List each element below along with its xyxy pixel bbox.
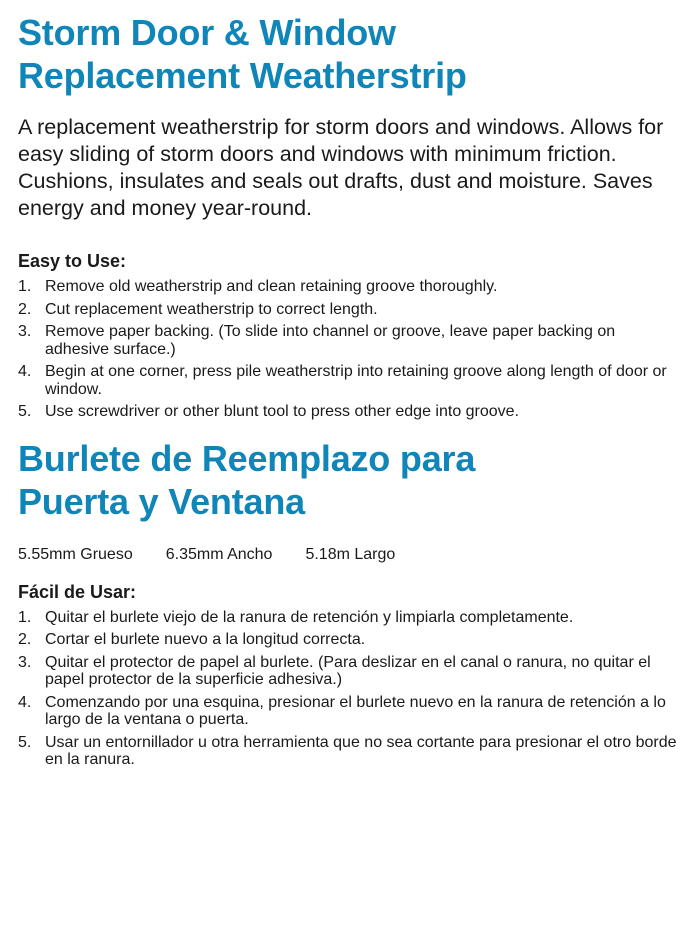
english-section-heading: Easy to Use: bbox=[18, 251, 127, 271]
spanish-title bbox=[18, 437, 677, 523]
spec-length: 5.18m Largo bbox=[305, 545, 396, 563]
step-number: 2. bbox=[18, 300, 32, 318]
spanish-title-line-1: Burlete de Reemplazo para bbox=[18, 437, 476, 479]
step-text: Comenzando por una esquina, presionar el burlete nuevo en la ranura de retención a lo largo de la ventana o puerta. bbox=[45, 693, 666, 728]
product-specs bbox=[18, 545, 677, 565]
english-step bbox=[18, 323, 677, 358]
step-number: 2. bbox=[18, 631, 32, 648]
spanish-step bbox=[18, 631, 677, 649]
step-text: Begin at one corner, press pile weatherstrip into retaining groove along length of door or window. bbox=[45, 363, 667, 398]
spanish-step bbox=[18, 694, 677, 729]
step-text: Remove old weatherstrip and clean retaining groove thoroughly. bbox=[45, 278, 498, 295]
spanish-section-heading: Fácil de Usar: bbox=[18, 581, 137, 602]
step-text: Cut replacement weatherstrip to correct length. bbox=[45, 300, 378, 318]
step-text: Usar un entornillador u otra herramienta que no sea cortante para presionar el otro borde en la ranura. bbox=[45, 733, 677, 768]
english-step bbox=[18, 278, 677, 296]
english-title-line-1: Storm Door & Window bbox=[18, 12, 396, 53]
spanish-step bbox=[18, 734, 677, 769]
step-number: 3. bbox=[18, 653, 32, 671]
spanish-steps-list bbox=[18, 609, 677, 769]
spanish-title-line-2: Puerta y Ventana bbox=[18, 480, 305, 522]
english-step bbox=[18, 301, 677, 319]
english-title bbox=[18, 0, 677, 97]
spanish-step bbox=[18, 654, 677, 689]
step-text: Remove paper backing. (To slide into channel or groove, leave paper backing on adhesive surface.) bbox=[45, 323, 616, 358]
step-text: Cortar el burlete nuevo a la longitud correcta. bbox=[45, 631, 366, 648]
english-step bbox=[18, 363, 677, 398]
step-number: 5. bbox=[18, 733, 32, 751]
step-number: 1. bbox=[18, 608, 32, 626]
step-text: Use screwdriver or other blunt tool to press other edge into groove. bbox=[45, 403, 520, 420]
english-intro: A replacement weatherstrip for storm doors and windows. Allows for easy sliding of storm doors and windows with minimum friction. Cushions, insulates and seals out drafts, dust and moisture. Saves energy and money year-round. bbox=[18, 115, 664, 220]
step-number: 4. bbox=[18, 363, 32, 380]
step-number: 3. bbox=[18, 323, 32, 340]
english-steps-list bbox=[18, 278, 677, 421]
step-number: 5. bbox=[18, 403, 32, 420]
step-text: Quitar el burlete viejo de la ranura de retención y limpiarla completamente. bbox=[45, 608, 574, 626]
step-number: 1. bbox=[18, 278, 32, 295]
step-number: 4. bbox=[18, 693, 32, 711]
english-step bbox=[18, 403, 677, 421]
english-title-line-2: Replacement Weatherstrip bbox=[18, 55, 467, 96]
spec-width: 6.35mm Ancho bbox=[165, 545, 273, 563]
spanish-step bbox=[18, 609, 677, 627]
step-text: Quitar el protector de papel al burlete. (Para deslizar en el canal o ranura, no quitar el papel protector de la superficie adhesiva.) bbox=[45, 653, 651, 688]
spec-thickness: 5.55mm Grueso bbox=[18, 545, 133, 563]
